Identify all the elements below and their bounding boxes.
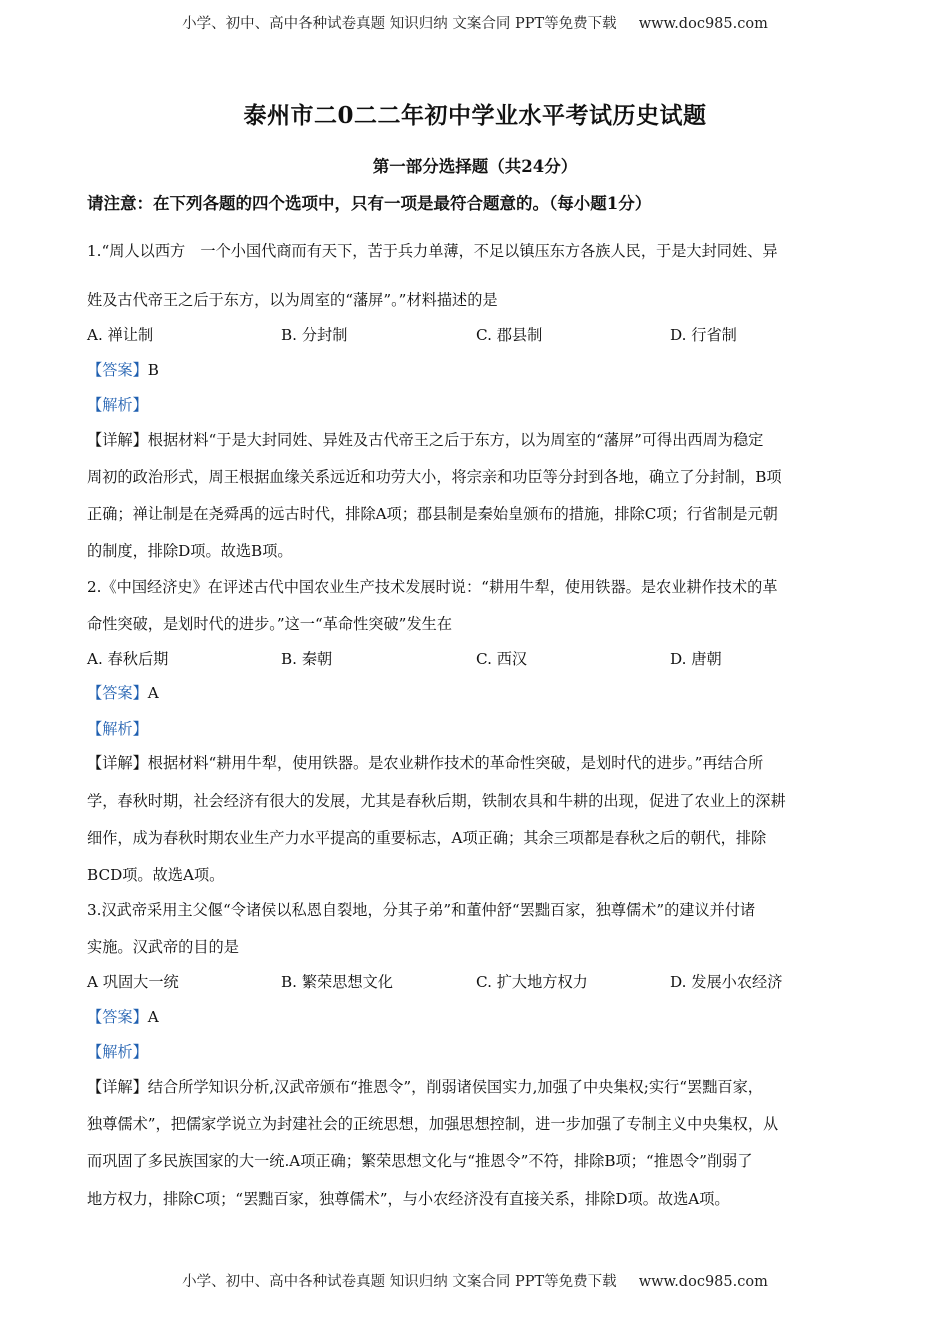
- footer-banner-text: 小学、初中、高中各种试卷真题 知识归纳 文案合同 PPT等免费下载: [182, 1274, 617, 1290]
- header-banner: [0, 12, 950, 33]
- question-1-option-a: A. 禅让制: [87, 326, 154, 344]
- question-3-detail-line-4: 地方权力，排除C项；“罢黜百家，独尊儒术”，与小农经济没有直接关系，排除D项。故选A项。: [87, 1190, 730, 1208]
- question-3-option-d: D. 发展小农经济: [670, 973, 783, 991]
- question-2-detail-line-1: 【详解】根据材料“耕用牛犁，使用铁器。是农业耕作技术的革命性突破，是划时代的进步。”再结合所: [87, 754, 764, 772]
- question-1-answer: [87, 360, 159, 380]
- question-2-analysis: [87, 719, 148, 739]
- question-1-analysis: [87, 395, 148, 415]
- question-3-detail-line-2: 独尊儒术”，把儒家学说立为封建社会的正统思想，加强思想控制，进一步加强了专制主义中央集权，从: [87, 1115, 779, 1133]
- detail-label: 【详解】: [87, 1078, 148, 1096]
- question-2-detail-line-3: 细作，成为春秋时期农业生产力水平提高的重要标志，A项正确；其余三项都是春秋之后的朝代，排除: [87, 829, 767, 847]
- footer-banner-site-link[interactable]: www.doc985.com: [638, 1274, 768, 1290]
- question-3-answer: [87, 1007, 159, 1027]
- question-1-option-d: D. 行省制: [670, 326, 737, 344]
- detail-label: 【详解】: [87, 754, 148, 772]
- header-banner-site-link[interactable]: www.doc985.com: [638, 16, 768, 32]
- answer-label: 【答案】: [87, 1008, 148, 1026]
- question-3-option-b: B. 繁荣思想文化: [281, 973, 393, 991]
- question-1-stem-line-1: 1.“周人以西方 一个小国代商而有天下，苦于兵力单薄，不足以镇压东方各族人民，于是大封同姓、异: [87, 242, 778, 260]
- question-1-detail-line-2: 周初的政治形式，周王根据血缘关系远近和功劳大小，将宗亲和功臣等分封到各地，确立了分封制，B项: [87, 468, 782, 486]
- answer-label: 【答案】: [87, 361, 148, 379]
- question-2-answer: [87, 683, 159, 703]
- answer-label: 【答案】: [87, 684, 148, 702]
- footer-banner: [0, 1270, 950, 1291]
- header-banner-text: 小学、初中、高中各种试卷真题 知识归纳 文案合同 PPT等免费下载: [182, 16, 617, 32]
- question-2-option-c: C. 西汉: [476, 650, 528, 668]
- section-heading: 第一部分选择题（共24分）: [372, 157, 578, 176]
- question-3-analysis: [87, 1042, 148, 1062]
- answer-value: B: [147, 361, 159, 379]
- detail-label: 【详解】: [87, 431, 148, 449]
- question-2-stem-line-1: 2.《中国经济史》在评述古代中国农业生产技术发展时说：“耕用牛犁，使用铁器。是农业耕作技术的革: [87, 578, 778, 596]
- question-2-option-d: D. 唐朝: [670, 650, 722, 668]
- question-3-option-a: A 巩固大一统: [87, 973, 179, 991]
- analysis-label: 【解析】: [87, 396, 148, 414]
- question-1-detail-line-1: 【详解】根据材料“于是大封同姓、异姓及古代帝王之后于东方，以为周室的“藩屏”可得出西周为稳定: [87, 431, 764, 449]
- question-2-stem-line-2: 命性突破，是划时代的进步。”这一“革命性突破”发生在: [87, 615, 453, 633]
- question-1-stem-line-2: 姓及古代帝王之后于东方，以为周室的“藩屏”。”材料描述的是: [87, 291, 498, 309]
- question-1-detail-line-4: 的制度，排除D项。故选B项。: [87, 542, 293, 560]
- question-3-stem-line-2: 实施。汉武帝的目的是: [87, 938, 239, 956]
- question-2-detail-line-2: 学，春秋时期，社会经济有很大的发展，尤其是春秋后期，铁制农具和牛耕的出现，促进了农业上的深耕: [87, 792, 786, 810]
- question-2-option-b: B. 秦朝: [281, 650, 333, 668]
- answer-value: A: [147, 684, 159, 702]
- question-2-detail-line-4: BCD项。故选A项。: [87, 866, 225, 884]
- analysis-label: 【解析】: [87, 720, 148, 738]
- notice-text: 请注意：在下列各题的四个选项中，只有一项是最符合题意的。（每小题1分）: [87, 194, 652, 213]
- question-3-detail-line-3: 而巩固了多民族国家的大一统.A项正确；繁荣思想文化与“推恩令”不符，排除B项；“推恩令”削弱了: [87, 1152, 753, 1170]
- page-title: 泰州市二0二二年初中学业水平考试历史试题: [243, 102, 707, 129]
- question-3-option-c: C. 扩大地方权力: [476, 973, 588, 991]
- question-2-option-a: A. 春秋后期: [87, 650, 169, 668]
- question-3-stem-line-1: 3.汉武帝采用主父偃“令诸侯以私恩自裂地，分其子弟”和董仲舒“罢黜百家，独尊儒术”的建议并付诸: [87, 901, 756, 919]
- question-1-option-b: B. 分封制: [281, 326, 348, 344]
- question-3-detail-line-1: 【详解】结合所学知识分析,汉武帝颁布“推恩令”，削弱诸侯国实力,加强了中央集权;实行“罢黜百家，: [87, 1078, 763, 1096]
- question-1-option-c: C. 郡县制: [476, 326, 543, 344]
- answer-value: A: [147, 1008, 159, 1026]
- question-1-detail-line-3: 正确；禅让制是在尧舜禹的远古时代，排除A项；郡县制是秦始皇颁布的措施，排除C项；行省制是元朝: [87, 505, 778, 523]
- analysis-label: 【解析】: [87, 1043, 148, 1061]
